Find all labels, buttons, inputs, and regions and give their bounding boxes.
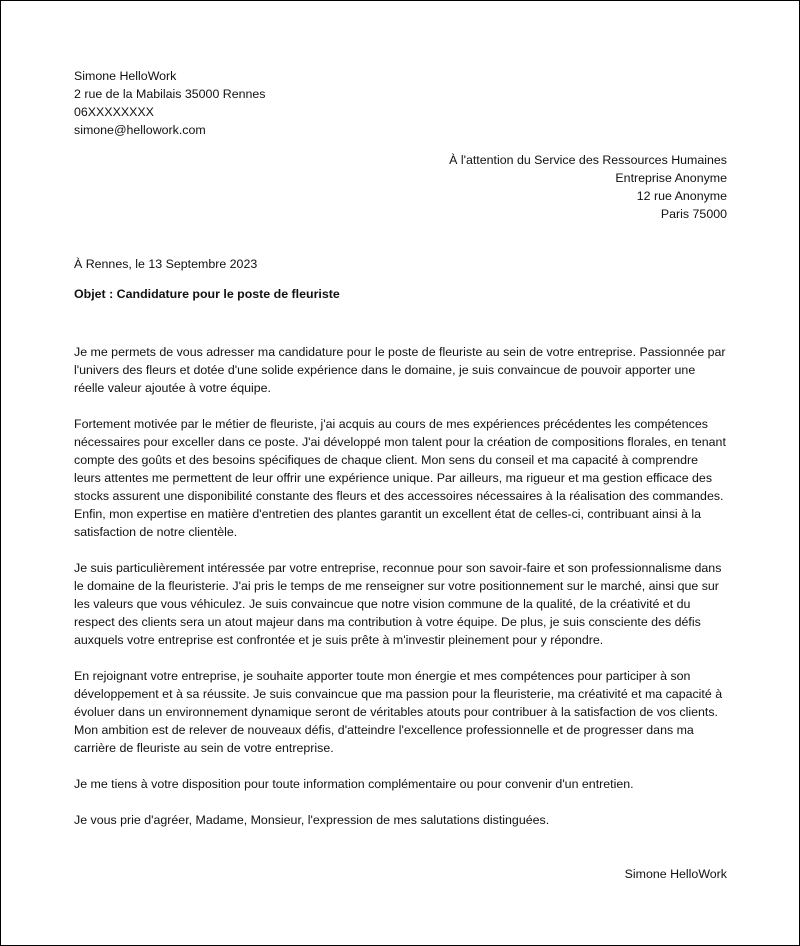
recipient-street: 12 rue Anonyme — [636, 189, 727, 203]
recipient-block — [449, 151, 727, 223]
body-paragraph: Fortement motivée par le métier de fleuriste, j'ai acquis au cours de mes expériences précédentes les compétences nécessaires pour exceller dans ce poste. J'ai développé mon talent pour la création de compositions florales, en tenant compte des goûts et des besoins spécifiques de chaque client. Mon sens du conseil et ma capacité à comprendre leurs attentes me permettent de leur offrir une expérience unique. Par ailleurs, ma rigueur et ma gestion efficace des stocks assurent une disponibilité constante des fleurs et des accessoires nécessaires à la réalisation des commandes. Enfin, mon expertise en matière d'entretien des plantes garantit un excellent état de celles-ci, contribuant ainsi à la satisfaction de notre clientèle. — [74, 417, 726, 539]
recipient-company: Entreprise Anonyme — [615, 171, 727, 185]
sender-address: 2 rue de la Mabilais 35000 Rennes — [74, 87, 266, 101]
letter-body — [74, 343, 728, 847]
recipient-attention: À l'attention du Service des Ressources Humaines — [449, 153, 727, 167]
body-paragraph: Je vous prie d'agréer, Madame, Monsieur, l'expression de mes salutations distinguées. — [74, 813, 550, 827]
body-paragraph: Je suis particulièrement intéressée par votre entreprise, reconnue pour son savoir-faire et son professionnalisme dans le domaine de la fleuristerie. J'ai pris le temps de me renseigner sur votre positionnement sur le marché, ainsi que sur les valeurs que vous véhiculez. Je suis convaincue que notre vision commune de la qualité, de la créativité et du respect des clients sera un atout majeur dans ma contribution à votre équipe. De plus, je suis consciente des défis auxquels votre entreprise est confrontée et je suis prête à m'investir pleinement pour y répondre. — [74, 561, 722, 647]
recipient-city: Paris 75000 — [660, 207, 727, 221]
sender-block — [74, 67, 266, 139]
body-paragraph: En rejoignant votre entreprise, je souhaite apporter toute mon énergie et mes compétences pour participer à son développement et à sa réussite. Je suis convaincue que ma passion pour la fleuristerie, ma créativité et ma capacité à évoluer dans un environnement dynamique seront de véritables atouts pour contribuer à la satisfaction de vos clients. Mon ambition est de relever de nouveaux défis, d'atteindre l'excellence professionnelle et de progresser dans ma carrière de fleuriste au sein de votre entreprise. — [74, 669, 723, 755]
subject-line: Objet : Candidature pour le poste de fleuriste — [74, 287, 340, 301]
body-paragraph: Je me tiens à votre disposition pour toute information complémentaire ou pour convenir d'un entretien. — [74, 777, 634, 791]
date-line: À Rennes, le 13 Septembre 2023 — [74, 257, 258, 271]
sender-name: Simone HelloWork — [74, 69, 177, 83]
body-paragraph: Je me permets de vous adresser ma candidature pour le poste de fleuriste au sein de votre entreprise. Passionnée par l'univers des fleurs et dotée d'une solide expérience dans le domaine, je suis convaincue de pouvoir apporter une réelle valeur ajoutée à votre équipe. — [74, 345, 726, 395]
sender-phone: 06XXXXXXXX — [74, 105, 154, 119]
sender-email: simone@hellowork.com — [74, 123, 206, 137]
signature: Simone HelloWork — [624, 867, 727, 881]
